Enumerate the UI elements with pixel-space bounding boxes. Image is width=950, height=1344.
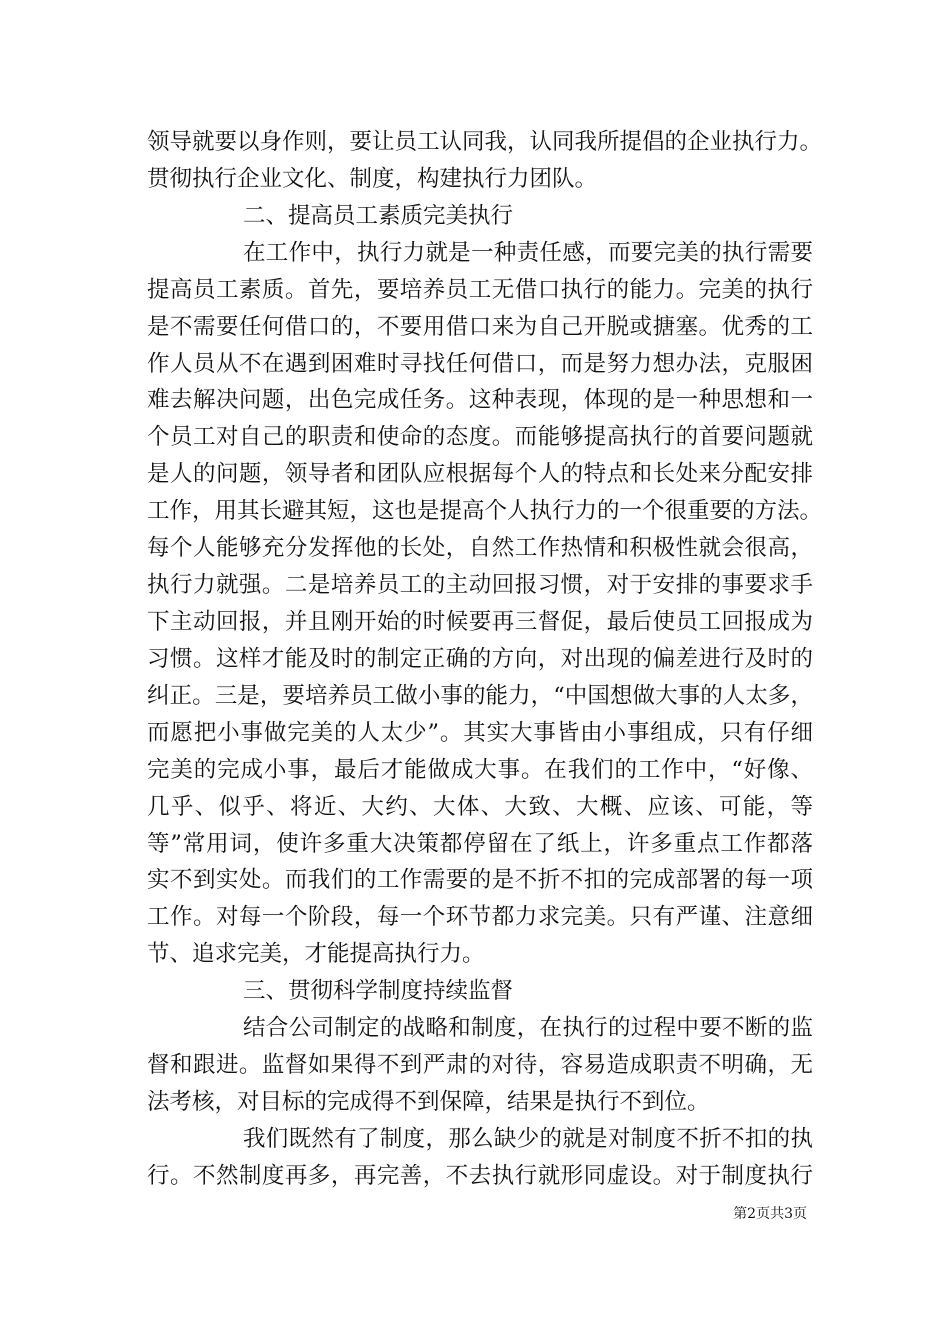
text-line: 法考核，对目标的完成得不到保障，结果是执行不到位。 [147, 1088, 710, 1115]
text-line: 完美的完成小事，最后才能做成大事。在我们的工作中，“好像、 [147, 756, 813, 783]
text-line: 在工作中，执行力就是一种责任感，而要完美的执行需要 [243, 239, 813, 266]
text-line: 领导就要以身作则，要让员工认同我，认同我所提倡的企业执行力。 [147, 129, 823, 155]
text-line: 工作，用其长避其短，这也是提高个人执行力的一个很重要的方法。 [147, 498, 823, 525]
text-line: 作人员从不在遇到困难时寻找任何借口，而是努力想办法，克服困 [147, 350, 813, 377]
text-line: 下主动回报，并且刚开始的时候要再三督促，最后使员工回报成为 [147, 608, 813, 635]
document-body [147, 124, 823, 1195]
text-line: 工作。对每一个阶段，每一个环节都力求完美。只有严谨、注意细 [147, 904, 813, 931]
text-line: 而愿把小事做完美的人太少”。其实大事皆由小事组成，只有仔细 [147, 719, 813, 746]
text-line: 执行力就强。二是培养员工的主动回报习惯，对于安排的事要求手 [147, 572, 813, 599]
text-line: 是不需要任何借口的，不要用借口来为自己开脱或搪塞。优秀的工 [147, 313, 813, 340]
text-line: 节、追求完美，才能提高执行力。 [147, 941, 485, 968]
text-line: 个员工对自己的职责和使命的态度。而能够提高执行的首要问题就 [147, 424, 813, 451]
text-line: 每个人能够充分发挥他的长处，自然工作热情和积极性就会很高， [147, 535, 813, 562]
text-line: 提高员工素质。首先，要培养员工无借口执行的能力。完美的执行 [147, 276, 813, 303]
text-line: 纠正。三是，要培养员工做小事的能力，“中国想做大事的人太多， [147, 682, 813, 709]
page-number: 第2页共3页 [733, 1206, 807, 1222]
text-line: 等”常用词，使许多重大决策都停留在了纸上，许多重点工作都落 [147, 830, 813, 857]
text-line: 难去解决问题，出色完成任务。这种表现，体现的是一种思想和一 [147, 387, 813, 414]
text-line: 是人的问题，领导者和团队应根据每个人的特点和长处来分配安排 [147, 461, 813, 488]
text-line: 三、贯彻科学制度持续监督 [243, 978, 514, 1005]
text-line: 贯彻执行企业文化、制度，构建执行力团队。 [147, 165, 598, 192]
text-line: 行。不然制度再多，再完善，不去执行就形同虚设。对于制度执行 [147, 1162, 813, 1189]
text-line: 我们既然有了制度，那么缺少的就是对制度不折不扣的执 [243, 1125, 813, 1152]
text-line: 结合公司制定的战略和制度，在执行的过程中要不断的监 [243, 1015, 813, 1042]
text-line: 几乎、似乎、将近、大约、大体、大致、大概、应该、可能，等 [147, 793, 813, 820]
text-line: 实不到实处。而我们的工作需要的是不折不扣的完成部署的每一项 [147, 867, 813, 894]
text-line: 二、提高员工素质完美执行 [243, 202, 514, 229]
text-line: 习惯。这样才能及时的制定正确的方向，对出现的偏差进行及时的 [147, 645, 813, 672]
text-line: 督和跟进。监督如果得不到严肃的对待，容易造成职责不明确，无 [147, 1052, 813, 1079]
